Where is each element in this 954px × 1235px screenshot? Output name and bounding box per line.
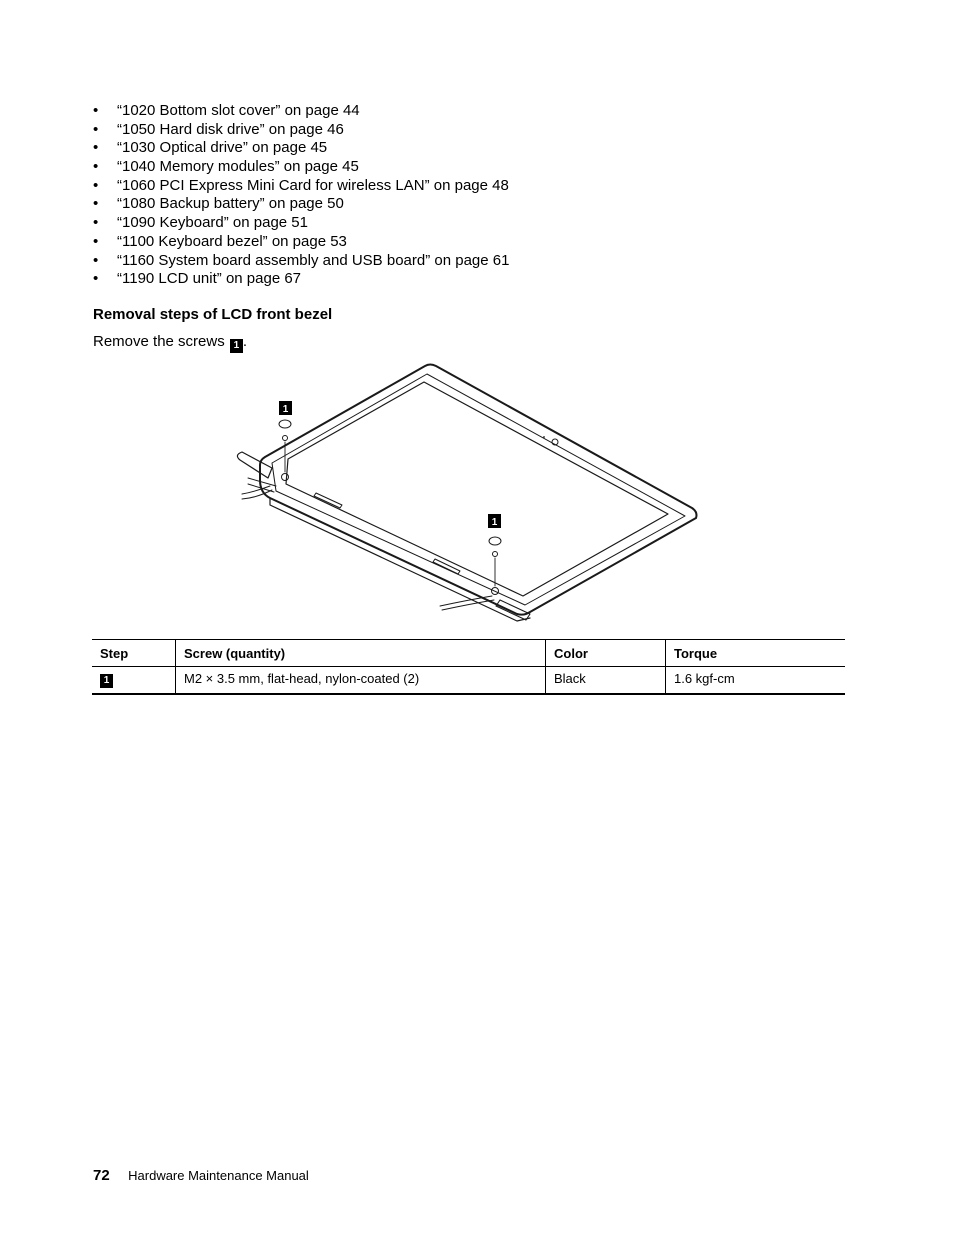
link-system-board[interactable]: “1160 System board assembly and USB board” on page 61 bbox=[117, 251, 510, 269]
bullet-glyph: • bbox=[93, 139, 99, 157]
screen-area bbox=[286, 382, 668, 596]
bullet-glyph: • bbox=[93, 176, 99, 194]
link-optical-drive[interactable]: “1030 Optical drive” on page 45 bbox=[117, 139, 328, 157]
camera-led-icon bbox=[543, 436, 545, 438]
callout-label: 1 bbox=[491, 517, 498, 528]
link-keyboard[interactable]: “1090 Keyboard” on page 51 bbox=[117, 214, 308, 232]
screw-hole-1 bbox=[282, 474, 289, 481]
list-item[interactable] bbox=[93, 214, 509, 233]
list-item[interactable] bbox=[93, 102, 509, 121]
right-hinge bbox=[496, 600, 530, 620]
bullet-glyph: • bbox=[93, 158, 99, 176]
column-header-screw: Screw (quantity) bbox=[176, 640, 546, 667]
bullet-glyph: • bbox=[93, 214, 99, 232]
screw-1-head bbox=[283, 436, 288, 441]
related-topics-list bbox=[93, 102, 509, 289]
link-hard-disk-drive[interactable]: “1050 Hard disk drive” on page 46 bbox=[117, 120, 344, 138]
section-heading: Removal steps of LCD front bezel bbox=[93, 306, 333, 323]
instruction-end: . bbox=[242, 333, 248, 350]
list-item[interactable] bbox=[93, 195, 509, 214]
page-footer bbox=[93, 1167, 309, 1185]
step-callout-badge: 1 bbox=[100, 674, 113, 688]
link-memory-modules[interactable]: “1040 Memory modules” on page 45 bbox=[117, 158, 359, 176]
link-backup-battery[interactable]: “1080 Backup battery” on page 50 bbox=[117, 195, 344, 213]
link-lcd-unit[interactable]: “1190 LCD unit” on page 67 bbox=[117, 270, 302, 288]
list-item[interactable] bbox=[93, 270, 509, 289]
page-number: 72 bbox=[93, 1167, 110, 1184]
screw-cell: M2 × 3.5 mm, flat-head, nylon-coated (2) bbox=[176, 667, 546, 695]
list-item[interactable] bbox=[93, 233, 509, 252]
link-bottom-slot-cover[interactable]: “1020 Bottom slot cover” on page 44 bbox=[117, 102, 360, 119]
table-row bbox=[92, 667, 845, 695]
column-header-color: Color bbox=[546, 640, 666, 667]
bullet-glyph: • bbox=[93, 232, 99, 250]
bullet-glyph: • bbox=[93, 195, 99, 213]
list-item[interactable] bbox=[93, 177, 509, 196]
step-cell bbox=[92, 667, 176, 695]
screw-2-head bbox=[493, 552, 498, 557]
link-mini-card-wlan[interactable]: “1060 PCI Express Mini Card for wireless LAN” on page 48 bbox=[117, 176, 509, 194]
instruction-text bbox=[93, 333, 247, 353]
column-header-step: Step bbox=[92, 640, 176, 667]
list-item[interactable] bbox=[93, 252, 509, 271]
hinge-slot-right bbox=[433, 559, 460, 574]
screw-cap-2 bbox=[489, 537, 501, 545]
screw-spec-table bbox=[92, 639, 845, 695]
color-cell: Black bbox=[546, 667, 666, 695]
bullet-glyph: • bbox=[93, 102, 99, 119]
column-header-torque: Torque bbox=[666, 640, 846, 667]
list-item[interactable] bbox=[93, 139, 509, 158]
bullet-glyph: • bbox=[93, 270, 99, 288]
list-item[interactable] bbox=[93, 121, 509, 140]
callout-label: 1 bbox=[282, 404, 289, 415]
instruction-label: Remove the screws bbox=[93, 333, 225, 350]
callout-badge: 1 bbox=[230, 339, 243, 353]
lcd-bezel-illustration bbox=[230, 360, 710, 625]
torque-cell: 1.6 kgf-cm bbox=[666, 667, 846, 695]
table-header-row bbox=[92, 640, 845, 667]
list-item[interactable] bbox=[93, 158, 509, 177]
bullet-glyph: • bbox=[93, 120, 99, 138]
link-keyboard-bezel[interactable]: “1100 Keyboard bezel” on page 53 bbox=[117, 232, 347, 250]
bullet-glyph: • bbox=[93, 251, 99, 269]
screw-cap-1 bbox=[279, 420, 291, 428]
manual-title: Hardware Maintenance Manual bbox=[128, 1168, 309, 1183]
hinge-slot-left bbox=[314, 493, 342, 508]
